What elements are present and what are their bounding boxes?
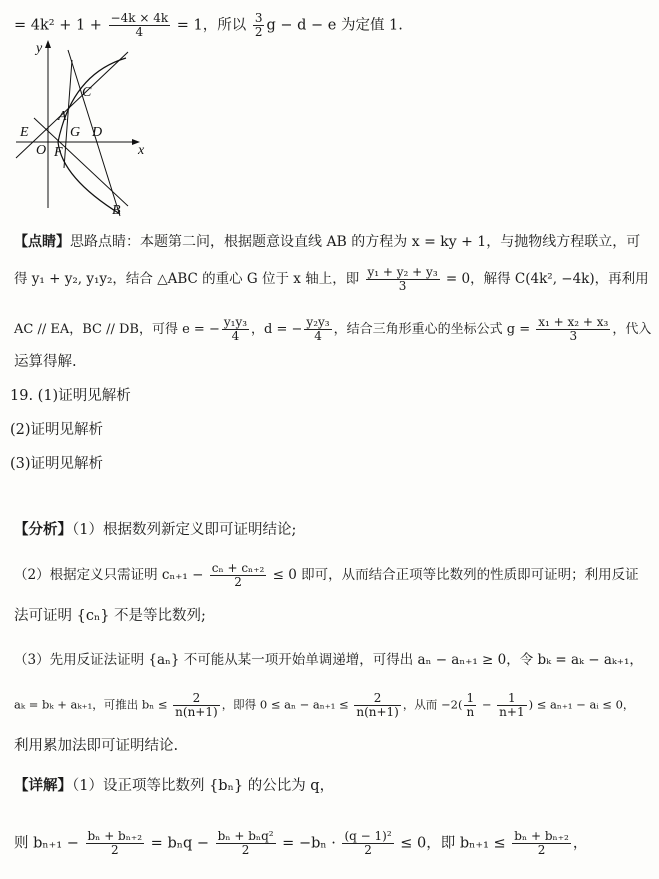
fenxi-text-1: （1）根据数列新定义即可证明结论; (72, 522, 297, 538)
xiangjie-text-1: （1）设正项等比数列 {bₙ} 的公比为 q， (72, 778, 335, 794)
detail-fraction-4: $\frac{\text{bₙ + bₙ₊₂}}{2}$ (514, 829, 569, 857)
g-fraction: $\frac{\text{x₁ + x₂ + x₃}}{3}$ (538, 315, 609, 343)
equation-line-1 (14, 12, 649, 39)
label-a: A (58, 109, 67, 124)
fenxi-text-5a: aₖ = bₖ + aₖ₊₁，可推出 bₙ ≤ (14, 697, 172, 712)
fenxi-text-5h: ) ≤ aₙ₊₁ − aᵢ ≤ 0， (528, 697, 635, 712)
detail-fraction-3: $\frac{\text{(q − 1)²}}{2}$ (344, 829, 392, 857)
fenxi-text-2b: ≤ 0 即可，从而结合正项等比数列的性质即可证明；利用反证 (268, 567, 639, 583)
one-over-n-fraction: $\frac{1}{n}$ (466, 691, 475, 719)
detail-fraction-1: $\frac{\text{bₙ + bₙ₊₂}}{2}$ (87, 829, 143, 857)
dianjing-text-3c: ，结合三角形重心的坐标公式 g = (333, 322, 535, 337)
fenxi-line-4: （3）先用反证法证明 {aₙ} 不可能从某一项开始单调递增，可得出 aₙ − aₙ₊₁ ≥ 0，令 bₖ = aₖ − aₖ₊₁， (14, 652, 643, 668)
fenxi-text-5b: ，即得 0 ≤ aₙ − aₙ₊₁ ≤ (221, 697, 353, 712)
eq1-fraction: $\frac{-4k \times 4k}{4}$ (110, 11, 169, 39)
y-axis-arrow (45, 40, 51, 48)
one-over-n1-fraction: $\frac{1}{n+1}$ (499, 691, 525, 719)
xiangjie-text-2a: 则 bₙ₊₁ − (14, 835, 84, 852)
fenxi-text-5d: ，从而 −2( (402, 697, 463, 712)
centroid-fraction: $\frac{\text{y₁ + y₂ + y₃}}{3}$ (367, 265, 438, 293)
label-c: C (82, 85, 92, 100)
label-b: B (112, 203, 121, 218)
xiangjie-line-1 (14, 776, 649, 796)
xiangjie-text-2e: ， (572, 835, 588, 852)
xiangjie-text-2b: = bₙq − (146, 835, 214, 852)
fenxi-line-3: 法可证明 {cₙ} 不是等比数列; (14, 608, 206, 624)
fenxi-line-1 (14, 520, 649, 540)
label-y: y (36, 41, 43, 56)
label-f: F (54, 145, 63, 160)
dianjing-text-3b: ，d = − (251, 322, 303, 337)
dianjing-line-3 (14, 315, 652, 343)
dianjing-text-1: 思路点睛：本题第二问，根据题意设直线 AB 的方程为 x = ky + 1，与抛物线方程联立，可 (70, 234, 641, 250)
eq1-part-a: = 4k² + 1 + (14, 17, 107, 34)
q19-answer-3: (3)证明见解析 (10, 456, 104, 472)
e-fraction: $\frac{\text{y₁y₃}}{4}$ (223, 315, 248, 343)
xiangjie-line-2 (14, 830, 649, 857)
dianjing-heading: 【点睛】 (14, 234, 70, 250)
q19-answer-2: (2)证明见解析 (10, 422, 104, 438)
eq1-part-b: = 1，所以 (172, 17, 251, 34)
detail-fraction-2: $\frac{\text{bₙ + bₙq²}}{2}$ (217, 829, 274, 857)
d-fraction: $\frac{\text{y₂y₃}}{4}$ (306, 315, 330, 343)
cn-fraction: $\frac{\text{cₙ + cₙ₊₂}}{2}$ (211, 561, 265, 589)
fenxi-text-2a: （2）根据定义只需证明 cₙ₊₁ − (14, 567, 208, 583)
xiangjie-text-2c: = −bₙ · (277, 835, 341, 852)
fenxi-line-2 (14, 562, 649, 589)
fenxi-line-5 (14, 692, 649, 719)
eq1-fraction-2: $\frac{3}{2}$ (254, 11, 263, 39)
dianjing-text-2a: 得 y₁ + y₂, y₁y₂，结合 △ABC 的重心 G 位于 x 轴上，即 (14, 271, 364, 287)
dianjing-line-2 (14, 266, 649, 293)
dianjing-text-3a: AC // EA，BC // DB，可得 e = − (14, 322, 220, 337)
label-e: E (20, 125, 29, 140)
dianjing-text-3d: ，代入 (612, 322, 652, 337)
label-d: D (92, 125, 103, 140)
fenxi-heading: 【分析】 (14, 521, 72, 538)
q19-answer-1: 19. (1)证明见解析 (10, 388, 131, 404)
dianjing-text-2b: = 0，解得 C(4k², −4k)，再利用 (441, 271, 649, 287)
fenxi-text-5f: − (478, 697, 496, 712)
parabola-figure (8, 38, 168, 218)
xiangjie-text-2d: ≤ 0，即 bₙ₊₁ ≤ (395, 835, 511, 852)
label-x: x (138, 143, 145, 158)
xiangjie-heading: 【详解】 (14, 777, 72, 794)
dianjing-line-1 (14, 232, 649, 252)
dianjing-line-4: 运算得解. (14, 354, 77, 370)
fenxi-line-6: 利用累加法即可证明结论. (14, 738, 179, 754)
bn-bound-fraction: $\frac{2}{n(n+1)}$ (175, 691, 218, 719)
label-g: G (70, 125, 81, 140)
an-bound-fraction: $\frac{2}{n(n+1)}$ (356, 691, 399, 719)
eq1-part-c: g − d − e 为定值 1. (266, 17, 403, 34)
label-o: O (36, 143, 47, 158)
